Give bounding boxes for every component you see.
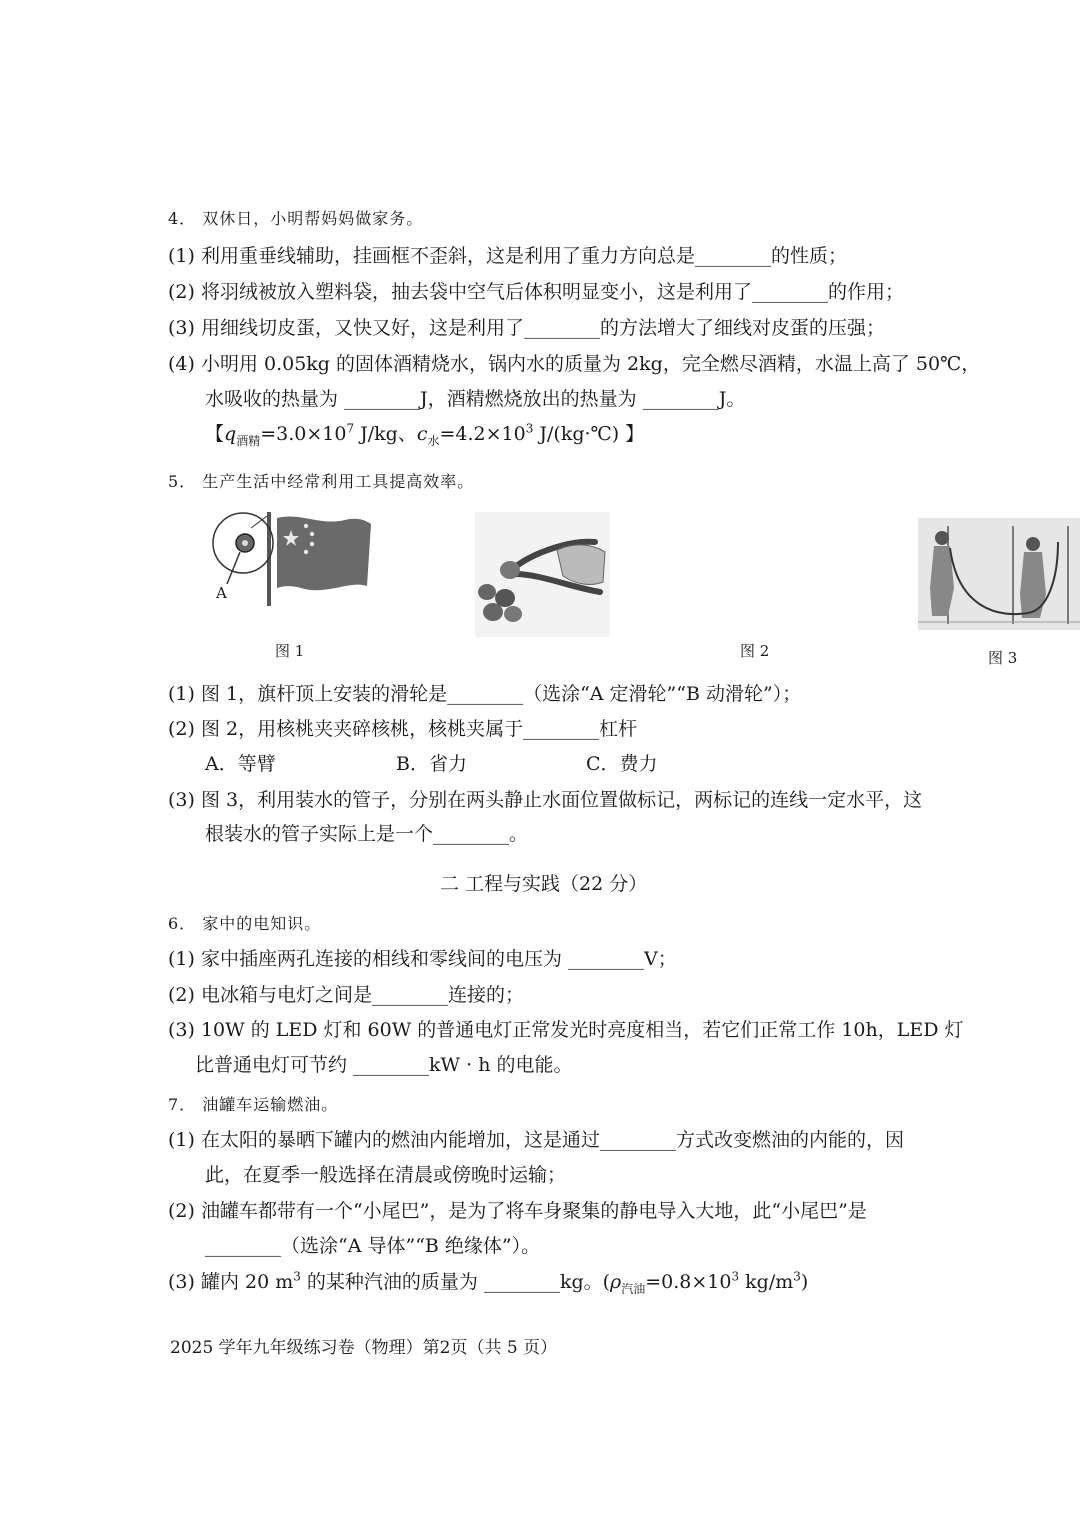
- q4-part2: (2) 将羽绒被放入塑料袋，抽去袋中空气后体积明显变小，这是利用了________的作用；: [168, 281, 904, 303]
- q6-part3-line1: (3) 10W 的 LED 灯和 60W 的普通电灯正常发光时亮度相当，若它们正常工作 10h，LED 灯: [168, 1019, 964, 1041]
- q5-part3-line1: (3) 图 3，利用装水的管子，分别在两头静止水面位置做标记，两标记的连线一定水平，这: [168, 789, 923, 811]
- q7-part2-line1: (2) 油罐车都带有一个“小尾巴”，是为了将车身聚集的静电导入大地，此“小尾巴”是: [168, 1200, 867, 1222]
- figure-2-caption: 图 2: [740, 642, 770, 660]
- q7-part1-line1: (1) 在太阳的暴晒下罐内的燃油内能增加，这是通过________方式改变燃油的内能的，因: [168, 1129, 904, 1151]
- q5-part3-line2: 根装水的管子实际上是一个________。: [205, 823, 529, 845]
- q7-part1-line2: 此，在夏季一般选择在清晨或傍晚时运输；: [205, 1164, 567, 1186]
- q5-option-b: B．省力: [396, 753, 467, 775]
- q4-part3: (3) 用细线切皮蛋，又快又好，这是利用了________的方法增大了细线对皮蛋的压强；: [168, 317, 885, 339]
- figure-3-caption: 图 3: [988, 649, 1018, 667]
- q5-title: 5． 生产生活中经常利用工具提高效率。: [168, 472, 475, 491]
- figure-1-caption: 图 1: [275, 642, 305, 660]
- q6-part2: (2) 电冰箱与电灯之间是________连接的；: [168, 984, 524, 1006]
- q4-title: 4． 双休日，小明帮妈妈做家务。: [168, 209, 424, 228]
- q5-part1: (1) 图 1，旗杆顶上安装的滑轮是________（选涂“A 定滑轮”“B 动滑轮”）；: [168, 683, 802, 705]
- q4-part4-line1: (4) 小明用 0.05kg 的固体酒精烧水，锅内水的质量为 2kg，完全燃尽酒精，水温上高了 50℃，: [168, 353, 981, 375]
- figure-1-flag-pulley: [205, 508, 375, 608]
- figure-3-water-level-tube: [918, 518, 1080, 630]
- page-footer: 2025 学年九年级练习卷（物理）第2页（共 5 页）: [170, 1338, 558, 1358]
- figure-1-label-a: A: [216, 584, 227, 602]
- q7-title: 7． 油罐车运输燃油。: [168, 1095, 339, 1114]
- q5-option-c: C．费力: [586, 753, 658, 775]
- q4-part4-line2: 水吸收的热量为 ________J，酒精燃烧放出的热量为 ________J。: [205, 388, 746, 410]
- section-2-heading: 二 工程与实践（22 分）: [440, 873, 648, 895]
- q5-option-a: A．等臂: [205, 753, 276, 775]
- q4-constants: 【$q_{酒精}=3.0\times 10^7$ J/kg、$c_水=4.2\times 10^3$ J/(kg·℃) 】: [205, 421, 645, 448]
- figure-2-nutcracker: [475, 512, 610, 637]
- q6-part3-line2: 比普通电灯可节约 ________kW · h 的电能。: [195, 1054, 573, 1076]
- q6-part1: (1) 家中插座两孔连接的相线和零线间的电压为 ________V；: [168, 948, 677, 970]
- q7-part3: (3) 罐内 20 $m^3$ 的某种汽油的质量为 ________kg。($\rho_{汽油}=0.8\times 10^3$ $kg/m^3$): [168, 1269, 809, 1296]
- q5-part2: (2) 图 2，用核桃夹夹碎核桃，核桃夹属于________杠杆: [168, 718, 638, 740]
- q6-title: 6． 家中的电知识。: [168, 914, 322, 933]
- q4-part1: (1) 利用重垂线辅助，挂画框不歪斜，这是利用了重力方向总是________的性质；: [168, 245, 847, 267]
- q7-part2-line2: ________（选涂“A 导体”“B 绝缘体”）。: [205, 1235, 541, 1257]
